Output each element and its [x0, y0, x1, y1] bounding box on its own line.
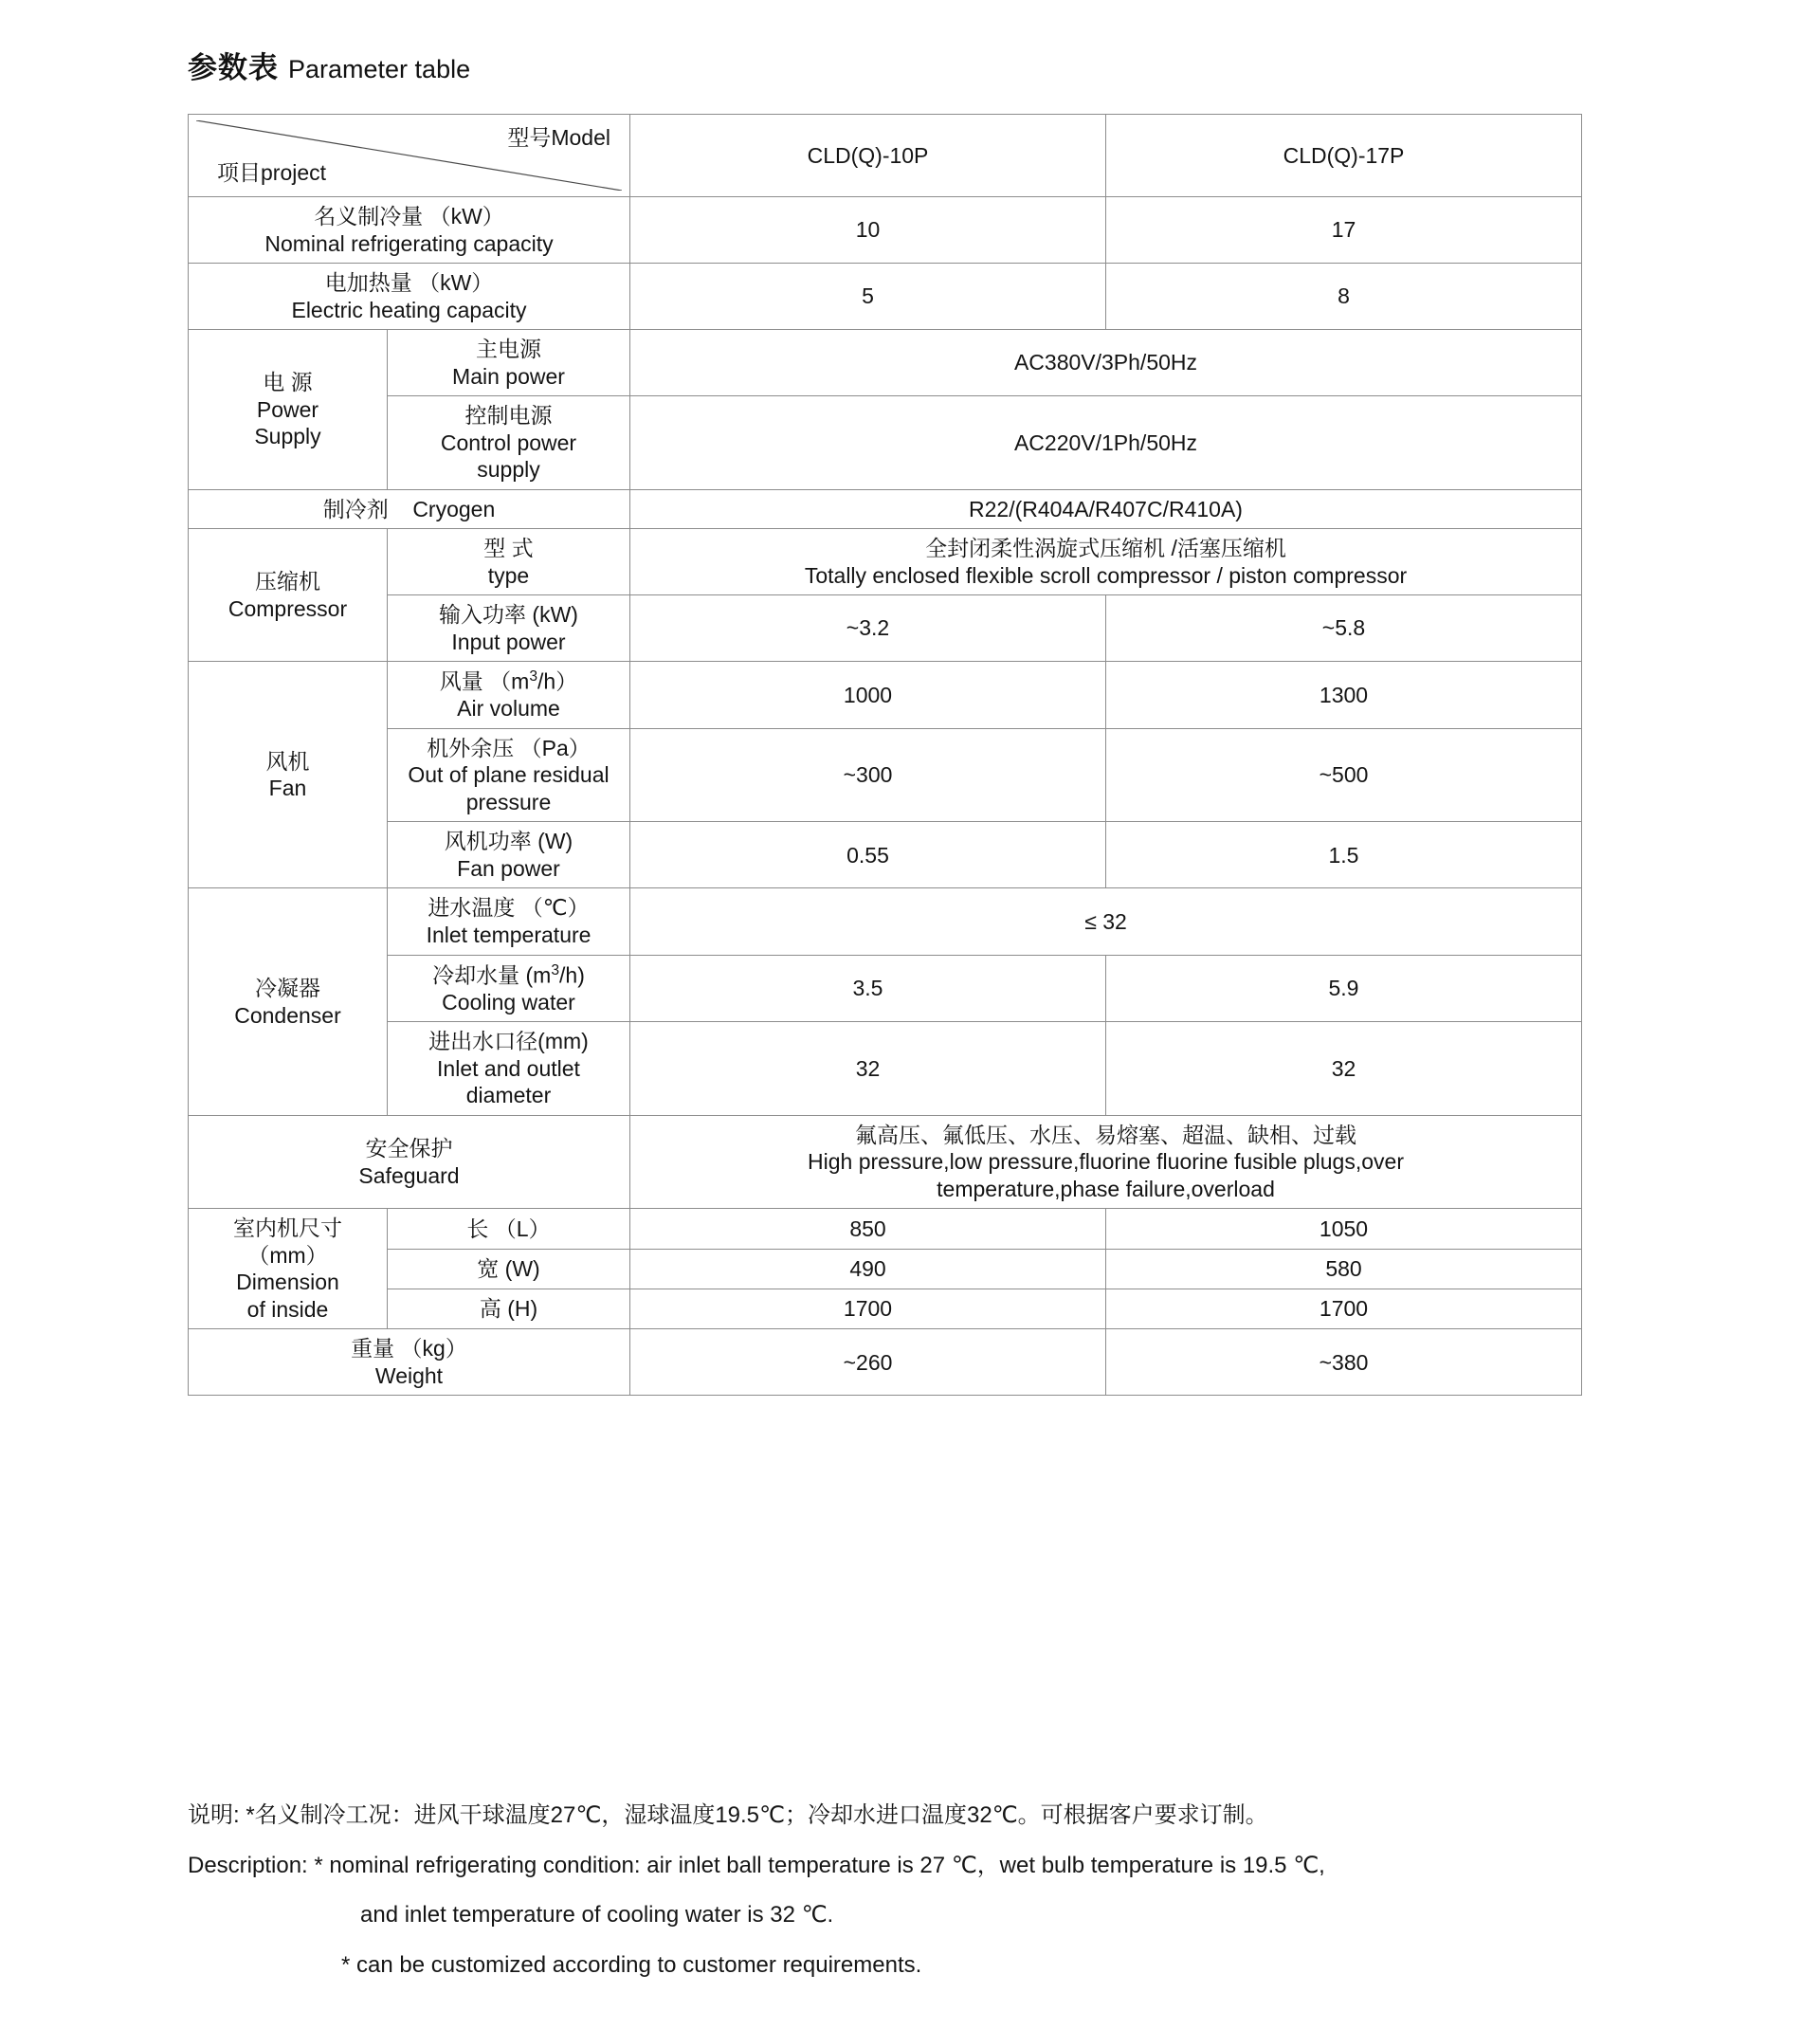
label-en-2: pressure — [465, 789, 552, 814]
value-fan-power-2: 1.5 — [1106, 822, 1582, 888]
group-label-fan — [189, 662, 388, 888]
row-label-dimension-height: 高 (H) — [388, 1289, 630, 1328]
value-cn: 氟高压、氟低压、水压、易熔塞、超温、缺相、过载 — [855, 1122, 1356, 1147]
table-row — [189, 489, 1582, 529]
table-row — [189, 888, 1582, 955]
label-cn: 冷却水量 $(m^3/h)$ — [432, 961, 585, 988]
row-label-control-power — [388, 396, 630, 490]
row-label-residual-pressure — [388, 728, 630, 822]
parameter-table — [188, 114, 1582, 1396]
label-cn: 进出水口径(mm) — [428, 1029, 589, 1054]
note-line-en-3: * can be customized according to customer requirements. — [341, 1952, 922, 1979]
label-en: Condenser — [234, 1002, 341, 1028]
value-nominal-capacity-2: 17 — [1106, 197, 1582, 264]
parameter-table-wrapper — [188, 114, 1581, 1396]
value-inlet-outlet-diameter-1: 32 — [630, 1022, 1106, 1116]
header-model-label: 型号Model — [507, 125, 610, 150]
value-compressor-type — [630, 529, 1582, 595]
note-line-en-2: and inlet temperature of cooling water is 32 ℃. — [360, 1902, 834, 1928]
label-en: Cooling water — [442, 989, 575, 1014]
label-en-1: Control power — [440, 430, 577, 455]
value-en-2: temperature,phase failure,overload — [937, 1176, 1275, 1201]
row-label-electric-heating — [189, 264, 630, 330]
value-residual-pressure-2: ~500 — [1106, 728, 1582, 822]
label-en: Air volume — [457, 696, 560, 722]
value-dimension-width-2: 580 — [1106, 1249, 1582, 1289]
label-cn: 室内机尺寸 — [233, 1216, 342, 1241]
label-cn: 重量 （kg） — [351, 1336, 467, 1362]
table-row — [189, 595, 1582, 662]
label-en: Fan — [268, 776, 307, 801]
value-cooling-water-1: 3.5 — [630, 955, 1106, 1022]
group-label-compressor — [189, 529, 388, 662]
value-en: Totally enclosed flexible scroll compressor / piston compressor — [804, 562, 1408, 588]
value-fan-power-1: 0.55 — [630, 822, 1106, 888]
label-en-1: Dimension — [236, 1270, 339, 1295]
value-dimension-length-1: 850 — [630, 1209, 1106, 1249]
row-label-compressor-type — [388, 529, 630, 595]
label-en: Compressor — [228, 595, 348, 621]
table-row — [189, 396, 1582, 490]
header-model-2: CLD(Q)-17P — [1106, 115, 1582, 197]
value-control-power: AC220V/1Ph/50Hz — [630, 396, 1582, 490]
table-row — [189, 728, 1582, 822]
header-model-1: CLD(Q)-10P — [630, 115, 1106, 197]
value-weight-1: ~260 — [630, 1329, 1106, 1396]
value-input-power-1: ~3.2 — [630, 595, 1106, 662]
note-line-cn: 说明: *名义制冷工况：进风干球温度27℃，湿球温度19.5℃；冷却水进口温度32℃。可根据客户要求订制。 — [188, 1802, 1268, 1828]
table-row — [189, 197, 1582, 264]
label-cn: 名义制冷量 （kW） — [314, 204, 504, 228]
label-en-1: Power — [256, 396, 319, 422]
label-en-2: supply — [477, 457, 540, 483]
value-cn: 全封闭柔性涡旋式压缩机 /活塞压缩机 — [925, 536, 1286, 561]
value-input-power-2: ~5.8 — [1106, 595, 1582, 662]
label-cn: 主电源 — [476, 337, 541, 362]
value-cryogen: R22/(R404A/R407C/R410A) — [630, 489, 1582, 529]
header-project-label: 项目project — [217, 160, 327, 186]
row-label-inlet-outlet-diameter — [388, 1022, 630, 1116]
label-en: Main power — [452, 363, 565, 389]
value-dimension-height-1: 1700 — [630, 1289, 1106, 1328]
page-title — [188, 44, 470, 86]
row-label-weight — [189, 1329, 630, 1396]
label-cn: 风机功率 (W) — [444, 829, 573, 854]
row-label-nominal-capacity — [189, 197, 630, 264]
label-en: Cryogen — [412, 496, 496, 521]
row-label-fan-power — [388, 822, 630, 888]
label-cn: 风机 — [265, 748, 310, 774]
label-en-2: diameter — [465, 1083, 552, 1108]
table-row — [189, 822, 1582, 888]
label-cn: 控制电源 — [464, 403, 553, 429]
label-en: Fan power — [457, 855, 560, 881]
label-cn: 输入功率 (kW) — [439, 602, 578, 628]
row-label-cooling-water — [388, 955, 630, 1022]
group-label-condenser — [189, 888, 388, 1115]
label-cn: 进水温度 （℃） — [428, 895, 590, 921]
label-en: type — [487, 562, 530, 588]
value-cooling-water-2: 5.9 — [1106, 955, 1582, 1022]
label-en-1: Out of plane residual — [408, 762, 610, 788]
label-cn: 制冷剂 — [322, 496, 389, 521]
table-row — [189, 1329, 1582, 1396]
value-en-1: High pressure,low pressure,fluorine fluorine fusible plugs,over — [808, 1149, 1404, 1175]
label-en: Safeguard — [358, 1162, 460, 1188]
group-label-dimension — [189, 1209, 388, 1329]
label-cn: 风量 $(m^3/h)$ — [439, 668, 578, 694]
label-unit: （mm） — [247, 1242, 328, 1268]
value-air-volume-1: 1000 — [630, 662, 1106, 729]
table-row — [189, 1209, 1582, 1249]
label-cn: 安全保护 — [365, 1136, 453, 1161]
label-en: Input power — [451, 629, 566, 654]
row-label-inlet-temperature — [388, 888, 630, 955]
page-title-cn: 参数表 — [188, 51, 279, 84]
value-air-volume-2: 1300 — [1106, 662, 1582, 729]
table-header-row — [189, 115, 1582, 197]
label-cn: 电加热量 （kW） — [324, 270, 494, 296]
label-cn: 电 源 — [263, 370, 313, 395]
value-safeguard — [630, 1115, 1582, 1209]
table-row — [189, 330, 1582, 396]
table-row — [189, 1289, 1582, 1328]
label-en: Nominal refrigerating capacity — [264, 230, 554, 256]
table-row — [189, 955, 1582, 1022]
label-en: Inlet temperature — [426, 923, 592, 947]
label-cn: 压缩机 — [255, 569, 320, 594]
value-dimension-length-2: 1050 — [1106, 1209, 1582, 1249]
row-label-main-power — [388, 330, 630, 396]
label-en-1: Inlet and outlet — [437, 1055, 580, 1081]
value-nominal-capacity-1: 10 — [630, 197, 1106, 264]
label-cn: 冷凝器 — [255, 976, 320, 1001]
row-label-cryogen — [189, 489, 630, 529]
value-dimension-width-1: 490 — [630, 1249, 1106, 1289]
row-label-input-power — [388, 595, 630, 662]
row-label-safeguard — [189, 1115, 630, 1209]
group-label-power-supply — [189, 330, 388, 490]
value-dimension-height-2: 1700 — [1106, 1289, 1582, 1328]
value-inlet-outlet-diameter-2: 32 — [1106, 1022, 1582, 1116]
footer-notes — [0, 1801, 1820, 1981]
row-label-dimension-width: 宽 (W) — [388, 1249, 630, 1289]
table-row — [189, 1249, 1582, 1289]
value-main-power: AC380V/3Ph/50Hz — [630, 330, 1582, 396]
value-residual-pressure-1: ~300 — [630, 728, 1106, 822]
table-row — [189, 264, 1582, 330]
table-row — [189, 662, 1582, 729]
page-title-en: Parameter table — [288, 55, 471, 83]
header-corner-cell — [189, 115, 630, 197]
label-cn: 型 式 — [483, 536, 534, 561]
value-inlet-temperature: ≤ 32 — [630, 888, 1582, 955]
row-label-air-volume — [388, 662, 630, 729]
label-en: Weight — [374, 1362, 444, 1388]
table-row — [189, 529, 1582, 595]
row-label-dimension-length: 长 （L） — [388, 1209, 630, 1249]
value-weight-2: ~380 — [1106, 1329, 1582, 1396]
value-electric-heating-1: 5 — [630, 264, 1106, 330]
label-cn: 机外余压 （Pa） — [427, 735, 591, 760]
note-line-en-1: Description: * nominal refrigerating condition: air inlet ball temperature is 27 ℃，wet bulb temperature is 19.5 ℃, — [188, 1852, 1325, 1878]
label-en-2: Supply — [254, 424, 321, 449]
label-en-2: of inside — [246, 1296, 329, 1322]
label-en: Electric heating capacity — [291, 297, 527, 322]
table-row — [189, 1022, 1582, 1116]
table-row — [189, 1115, 1582, 1209]
value-electric-heating-2: 8 — [1106, 264, 1582, 330]
